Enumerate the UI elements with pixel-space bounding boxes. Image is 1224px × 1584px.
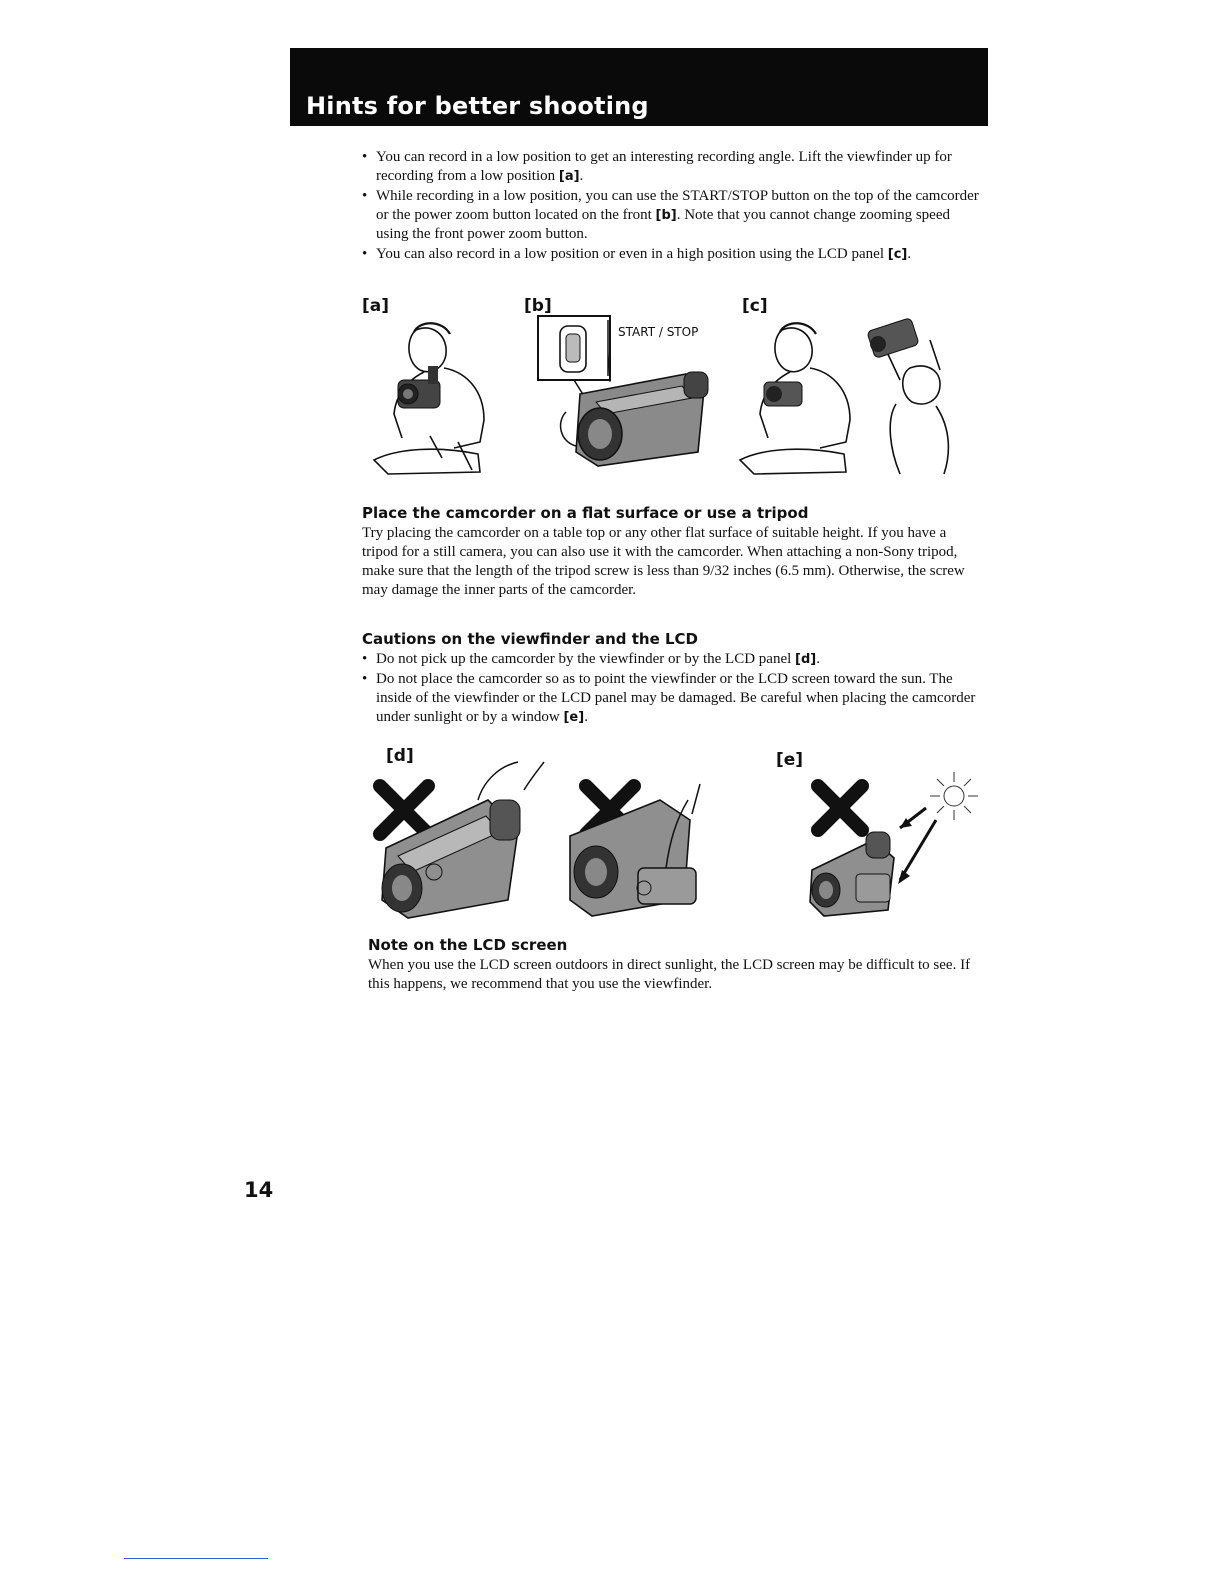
illustration-do-not-lift-by-viewfinder: [368, 760, 558, 920]
section-heading-cautions: Cautions on the viewfinder and the LCD: [362, 630, 699, 648]
list-item: • Do not pick up the camcorder by the viewfinder or by the LCD panel [d].: [362, 650, 986, 669]
list-item: • While recording in a low position, you can use the START/STOP button on the top of the camcorder or the power zoom button located on the front [b]. Note that you cannot change zooming speed using the front power zoom button.: [362, 187, 986, 244]
illustration-low-position-viewfinder: [368, 310, 498, 482]
figure-reference: [b]: [655, 208, 677, 223]
cautions-bullet-list: [362, 650, 986, 728]
illustration-lcd-panel-positions: [730, 310, 970, 482]
figure-label-b: [b]: [524, 296, 552, 316]
start-stop-callout: START / STOP: [618, 325, 699, 339]
lcd-note-paragraph: When you use the LCD screen outdoors in direct sunlight, the LCD screen may be difficult to see. If this happens, we recommend that you use the viewfinder.: [368, 957, 971, 992]
page-number: 14: [244, 1178, 274, 1202]
intro-bullet-list: [362, 148, 986, 265]
cross-mark-icon: [380, 786, 428, 834]
list-item: • You can also record in a low position or even in a high position using the LCD panel [c].: [362, 245, 986, 264]
figure-label-e: [e]: [776, 750, 804, 770]
illustration-do-not-lift-by-lcd: [566, 760, 716, 920]
figure-reference: [c]: [887, 247, 908, 262]
illustration-do-not-point-at-sun: [804, 766, 984, 918]
tripod-paragraph: Try placing the camcorder on a table top or any other flat surface of suitable height. If you have a tripod for a still camera, you can also use it with the camcorder. When attaching a non-Sony tripod, make sure that the length of the tripod screw is less than 9/32 inches (6.5 mm). Otherwise, the screw may damage the inner parts of the camcorder.: [362, 525, 965, 598]
figure-label-c: [c]: [742, 296, 768, 316]
cross-mark-icon: [818, 786, 862, 830]
section-heading-tripod: Place the camcorder on a flat surface or use a tripod: [362, 504, 809, 522]
list-item: • Do not place the camcorder so as to point the viewfinder or the LCD screen toward the sun. The inside of the viewfinder or the LCD panel may be damaged. Be careful when placing the camcorder under sunlight or by a window [e].: [362, 670, 986, 727]
figure-reference: [d]: [795, 652, 817, 667]
footer-rule: [124, 1558, 268, 1559]
figure-label-d: [d]: [386, 746, 414, 766]
page-title: Hints for better shooting: [306, 92, 649, 120]
header-bar: [290, 48, 988, 126]
list-item: • You can record in a low position to get an interesting recording angle. Lift the viewfinder up for recording from a low position [a].: [362, 148, 986, 186]
figure-reference: [e]: [563, 710, 585, 725]
figure-label-a: [a]: [362, 296, 390, 316]
figure-reference: [a]: [558, 169, 580, 184]
sun-icon: [930, 772, 978, 820]
section-heading-lcd-note: Note on the LCD screen: [368, 936, 568, 954]
